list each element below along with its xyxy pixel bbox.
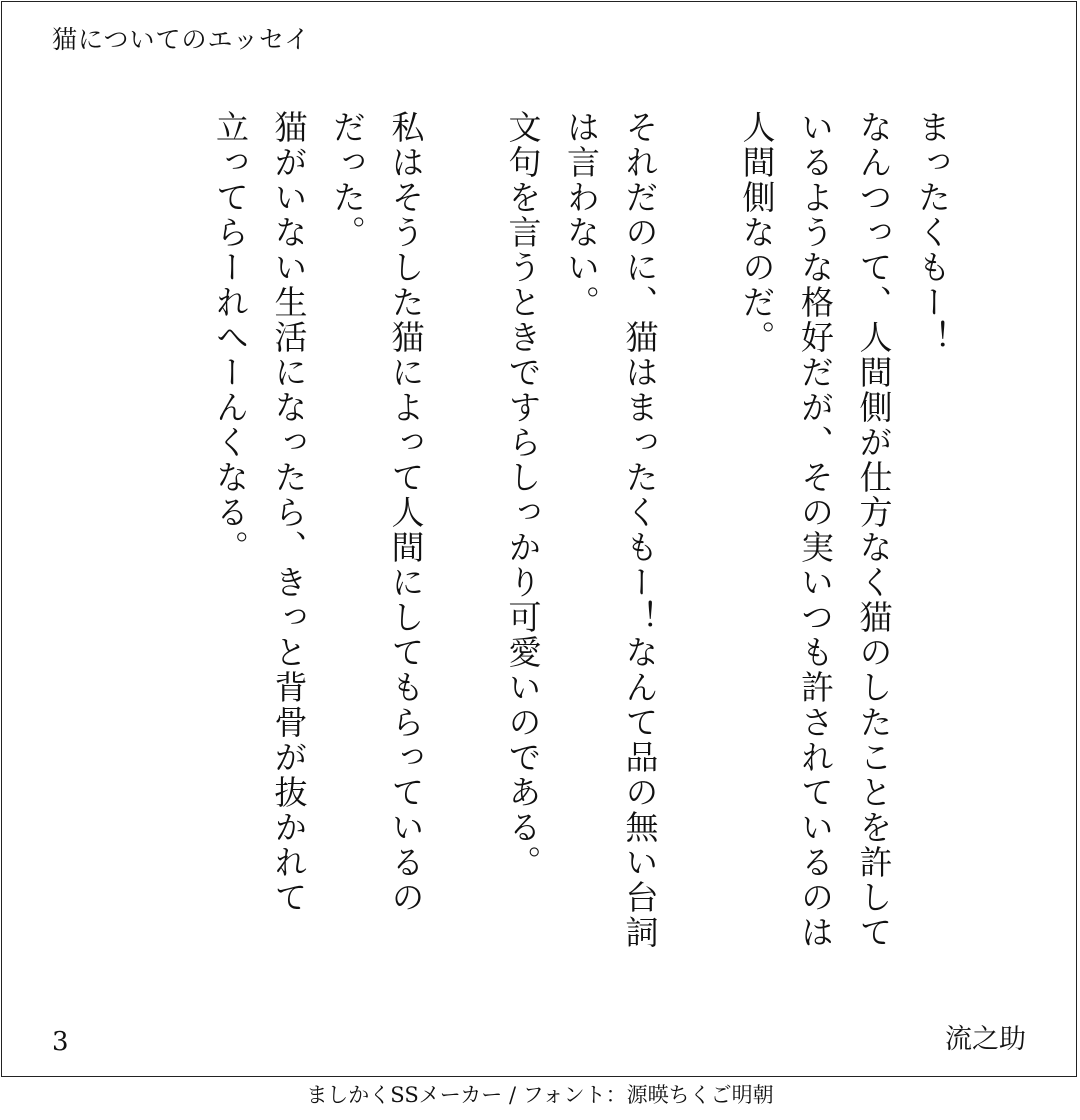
page-frame [1,1,1077,1077]
essay-line: いるような格好だが、その実いつも許されているのは [796,110,835,950]
essay-body [201,110,962,990]
essay-line: なんつって、人間側が仕方なく猫のしたことを許して [854,110,894,950]
essay-line: だった。 [328,110,367,250]
essay-blank-line [435,110,494,990]
essay-line: 立ってらーれへーんくなる。 [211,110,250,565]
credit-line: ましかくSSメーカー / フォント：源暎ちくご明朝 [306,1083,774,1107]
page-title: 猫についてのエッセイ [52,25,311,54]
essay-line: は言わない。 [562,110,601,320]
essay-line: 文句を言うときですらしっかり可愛いのである。 [503,110,543,880]
page-number: 3 [52,1027,69,1057]
essay-line: 人間側なのだ。 [737,110,777,355]
essay-line: まったくもー！ [913,110,952,355]
essay-line: それだのに、猫はまったくもー！なんて品の無い台詞 [620,110,660,950]
essay-blank-line [669,110,728,990]
essay-line: 私はそうした猫によって人間にしてもらっているの [386,110,426,915]
author-name: 流之助 [945,1024,1026,1055]
essay-line: 猫がいない生活になったら、きっと背骨が抜かれて [269,110,309,915]
